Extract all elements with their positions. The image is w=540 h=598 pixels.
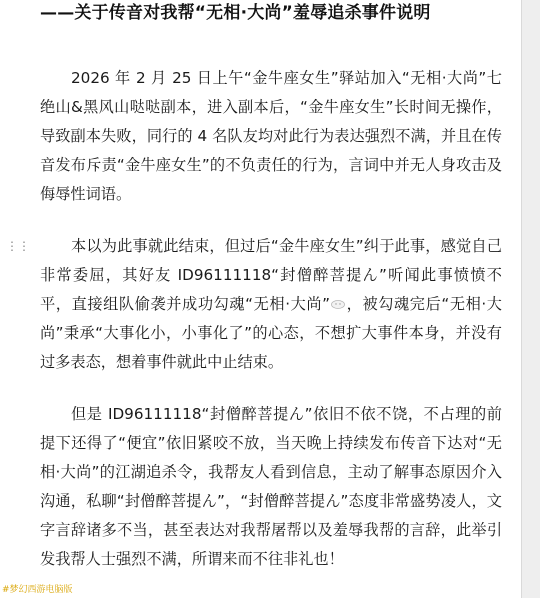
paragraph-2 [40, 232, 502, 377]
document-title: ——关于传音对我帮“无相·大尚”羞辱追杀事件说明 [40, 3, 431, 23]
source-watermark: #梦幻西游电脑版 [2, 585, 73, 595]
paragraph-2-part-b: ，被勾魂完后“无相·大尚”秉承“大事化小，小事化了”的心态，不想扩大事件本身，并没有过多表态，想着事件就此中止结束。 [40, 295, 502, 371]
paragraph-2-part-a: 本以为此事就此结束，但过后“金牛座女生”纠于此事，感觉自己非常委屈，其好友 ID96111118“封僧醉菩提ん”听闻此事愤愤不平，直接组队偷袭并成功勾魂“无相·大尚” [40, 237, 502, 313]
paragraph-3: 但是 ID96111118“封僧醉菩提ん”依旧不依不饶，不占理的前提下还得了“便宜”依旧紧咬不放，当天晚上持续发布传音下达对“无相·大尚”的江湖追杀令，我帮友人看到信息，主动了解事态原因介入沟通，私聊“封僧醉菩提ん”，“封僧醉菩提ん”态度非常盛势凌人，文字言辞诸多不当，甚至表达对我帮屠帮以及羞辱我帮的言辞，此举引发我帮人士强烈不满，所谓来而不往非礼也！ [40, 405, 502, 568]
drag-handle-icon[interactable]: ⋮⋮ [6, 239, 30, 253]
paragraph-1: 2026 年 2 月 25 日上午“金牛座女生”驿站加入“无相·大尚”七绝山&黑风山哒哒副本，进入副本后，“金牛座女生”长时间无操作，导致副本失败，同行的 4 名队友均对此行为表达强烈不满，并且在传音发布斥责“金牛座女生”的不负责任的行为，言词中并无人身攻击及侮辱性词语。 [40, 69, 502, 203]
scroll-rail[interactable] [522, 0, 540, 598]
smile-emoji-icon [331, 300, 345, 309]
